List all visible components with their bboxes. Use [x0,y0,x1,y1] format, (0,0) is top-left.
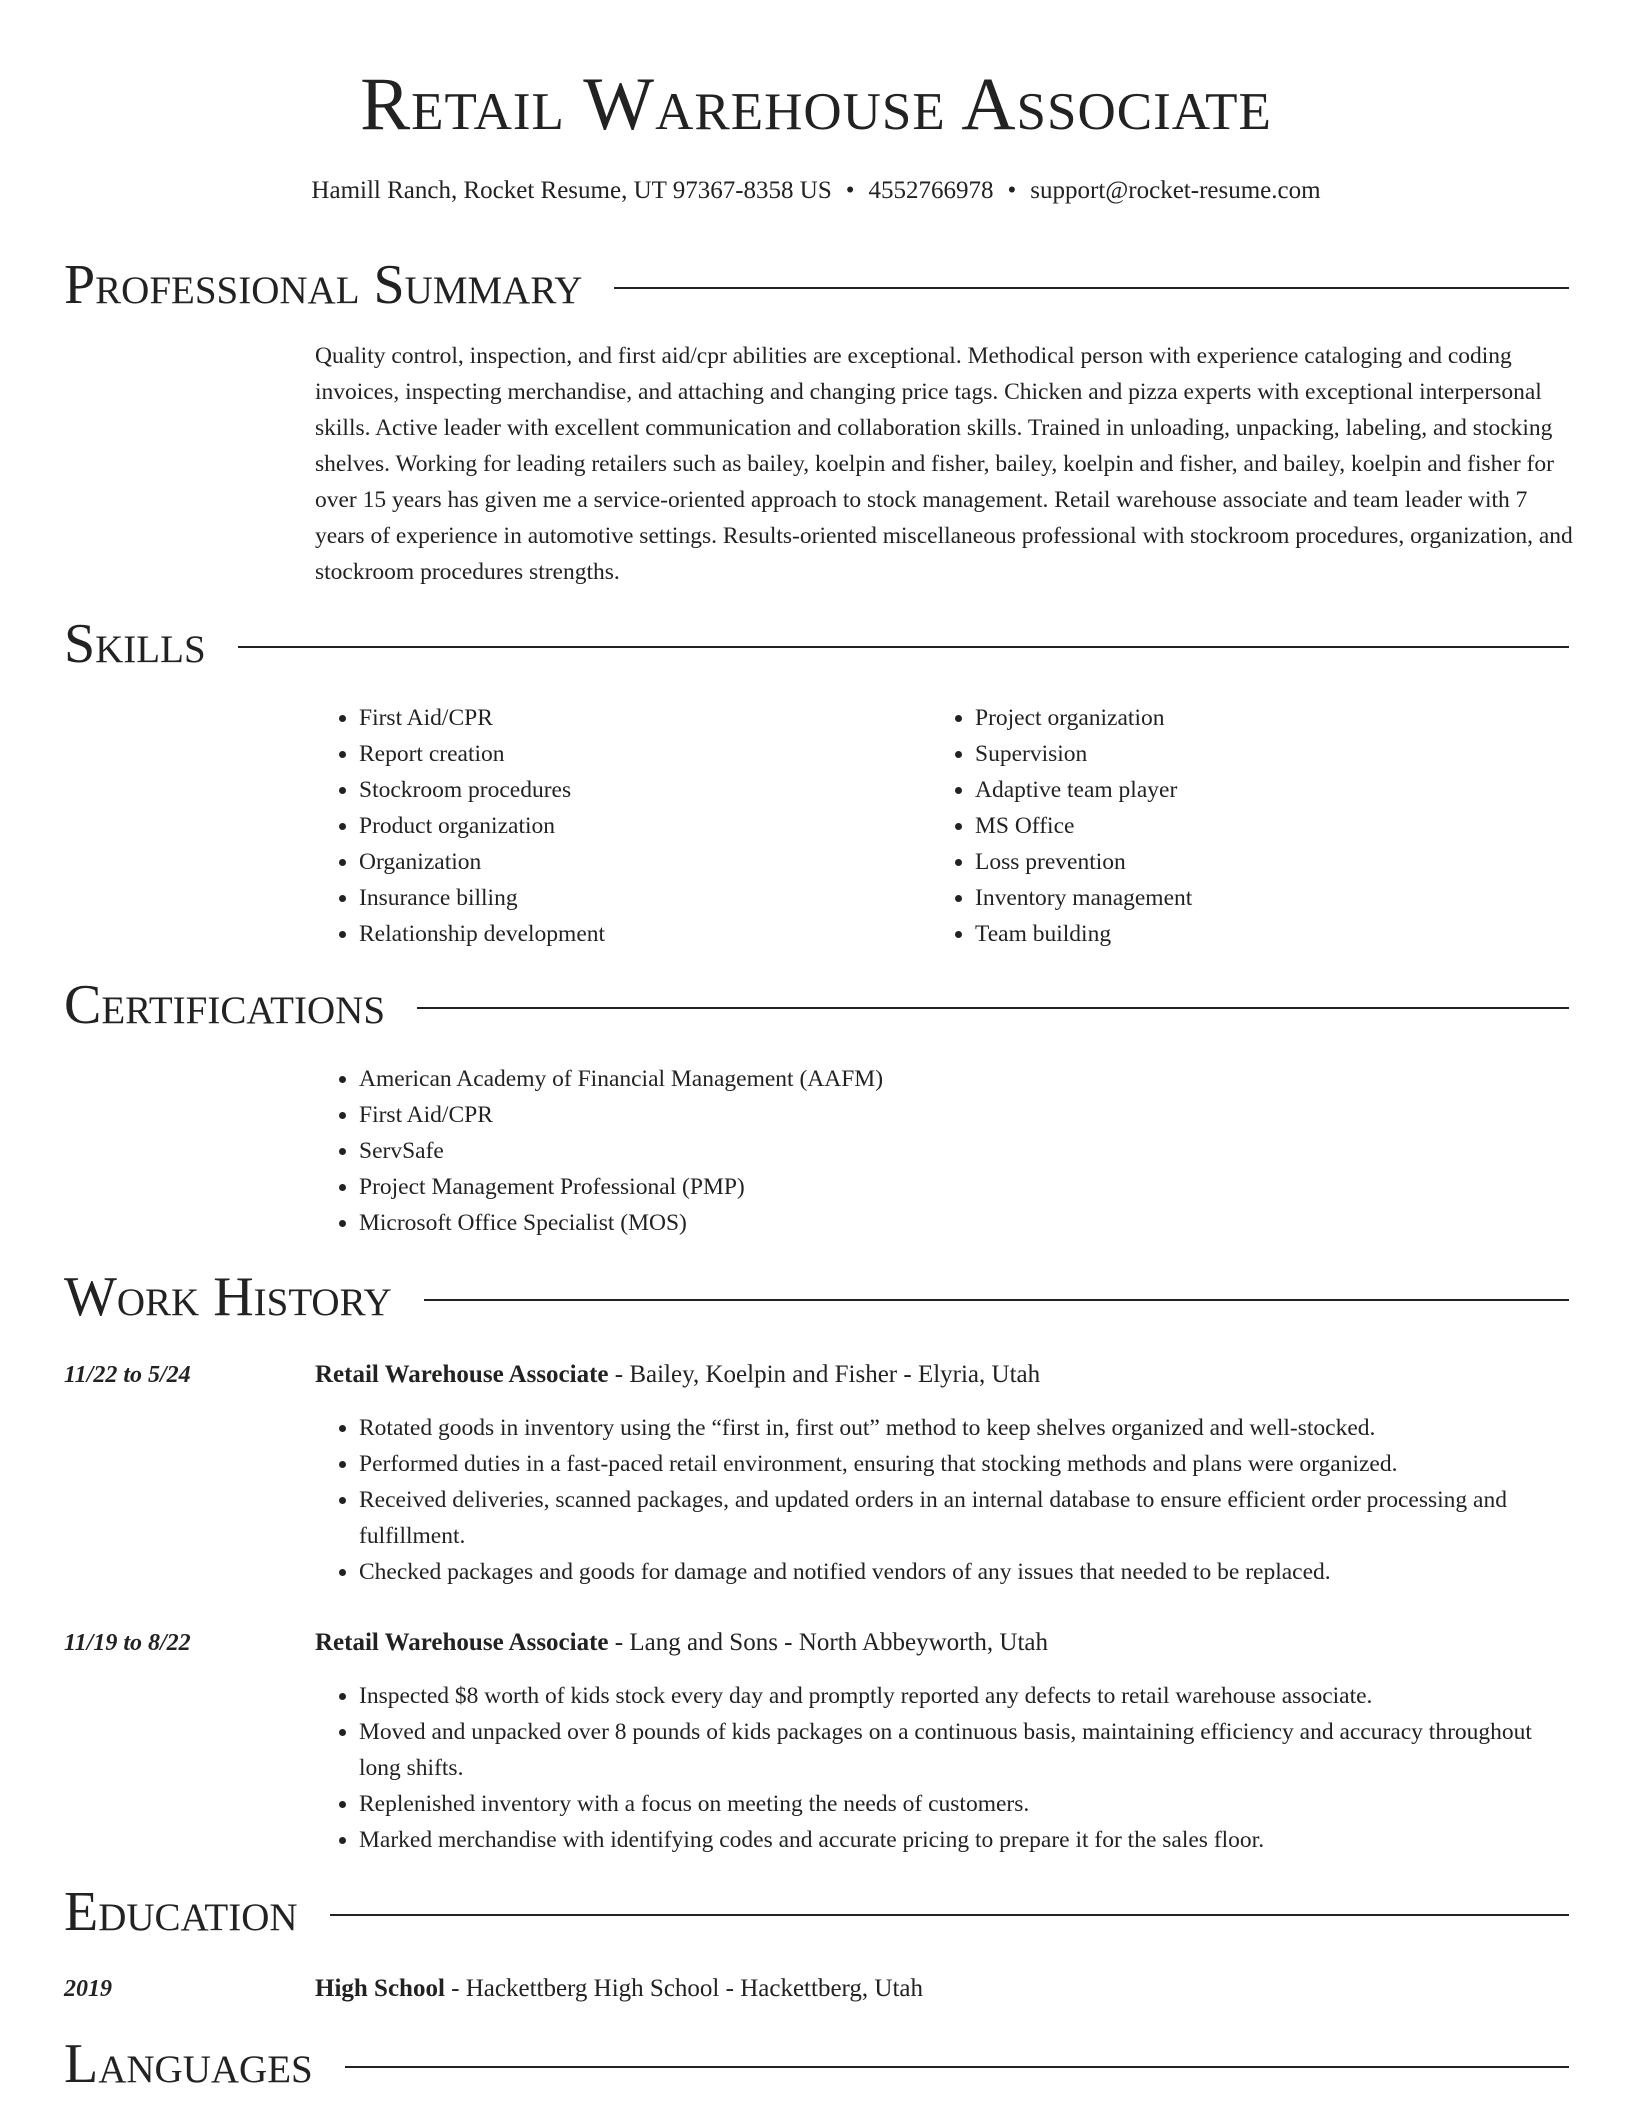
skill-item: • Product organization [359,808,915,844]
skill-item: • Relationship development [359,916,915,952]
contact-address: Hamill Ranch, Rocket Resume, UT 97367-8358 US [311,177,832,204]
job-dates: 11/22 to 5/24 [64,1362,191,1388]
section-header-skills [64,609,1569,679]
certification-item: • American Academy of Financial Management (AAFM) [359,1061,1575,1097]
education-year: 2019 [64,1976,112,2002]
skill-item: • Adaptive team player [975,772,1531,808]
section-title-education: Education [64,1881,298,1943]
certification-item: • ServSafe [359,1133,1575,1169]
job-dates: 11/19 to 8/22 [64,1630,191,1656]
duty-item: • Performed duties in a fast-paced retail environment, ensuring that stocking methods and plans were organized. [359,1446,1575,1482]
duty-item: • Inspected $8 worth of kids stock every day and promptly reported any defects to retail warehouse associate. [359,1678,1575,1714]
contact-separator: • [845,177,855,204]
section-title-summary: Professional Summary [64,254,583,316]
section-title-skills: Skills [64,613,206,675]
skills-list-left [315,700,915,952]
duty-item: • Received deliveries, scanned packages, and updated orders in an internal database to ensure efficient order processing and fulfillment. [359,1482,1575,1554]
duty-item: • Checked packages and goods for damage and notified vendors of any issues that needed to be replaced. [359,1554,1575,1590]
skill-item: • Inventory management [975,880,1531,916]
contact-line [0,174,1632,208]
skill-item: • First Aid/CPR [359,700,915,736]
section-header-certifications [64,970,1569,1040]
section-title-work-history: Work History [64,1266,392,1328]
education-school-location: - Hackettberg High School - Hackettberg, Utah [444,1975,924,2002]
section-divider [614,287,1569,289]
section-header-work-history [64,1262,1569,1332]
skill-item: • Organization [359,844,915,880]
section-title-certifications: Certifications [64,974,386,1036]
education-degree: High School [315,1975,445,2002]
duty-item: • Rotated goods in inventory using the “first in, first out” method to keep shelves organized and well-stocked. [359,1410,1575,1446]
contact-separator: • [1007,177,1017,204]
certification-item: • Project Management Professional (PMP) [359,1169,1575,1205]
job-heading [315,1358,1575,1392]
section-divider [330,1914,1569,1916]
duty-item: • Moved and unpacked over 8 pounds of kids packages on a continuous basis, maintaining efficiency and accuracy throughout long shifts. [359,1714,1575,1786]
section-divider [424,1299,1569,1301]
skills-column-right [931,700,1531,952]
summary-text: Quality control, inspection, and first aid/cpr abilities are exceptional. Methodical person with experience cataloging and coding invoices, inspecting merchandise, and attaching and changing price tags. Chicken and pizza experts with exceptional interpersonal skills. Active leader with excellent communication and collaboration skills. Trained in unloading, unpacking, labeling, and stocking shelves. Working for leading retailers such as bailey, koelpin and fisher, bailey, koelpin and fisher, and bailey, koelpin and fisher for over 15 years has given me a service-oriented approach to stock management. Retail warehouse associate and team leader with 7 years of experience in automotive settings. Results-oriented miscellaneous professional with stockroom procedures, organization, and stockroom procedures strengths. [315,343,1573,585]
skill-item: • Loss prevention [975,844,1531,880]
contact-phone: 4552766978 [868,177,994,204]
skills-list-right [931,700,1531,952]
job-duties [315,1410,1575,1590]
skill-item: • Supervision [975,736,1531,772]
skill-item: • Report creation [359,736,915,772]
duty-item: • Replenished inventory with a focus on meeting the needs of customers. [359,1786,1575,1822]
section-header-languages [64,2029,1569,2099]
certification-item: • Microsoft Office Specialist (MOS) [359,1205,1575,1241]
certification-item: • First Aid/CPR [359,1097,1575,1133]
job-heading [315,1626,1575,1660]
job-title: Retail Warehouse Associate [315,1629,609,1656]
section-header-education [64,1877,1569,1947]
education-entry [315,1972,1575,2006]
section-divider [417,1007,1569,1009]
skill-item: • Insurance billing [359,880,915,916]
contact-email[interactable]: support@rocket-resume.com [1030,177,1321,204]
section-title-languages: Languages [64,2033,313,2095]
section-header-summary [64,250,1569,320]
section-divider [345,2066,1569,2068]
job-employer-location: - Lang and Sons - North Abbeyworth, Utah [608,1629,1049,1656]
certifications-list [315,1061,1575,1241]
skill-item: • Project organization [975,700,1531,736]
duties-list [315,1678,1575,1858]
job-duties [315,1678,1575,1858]
duty-item: • Marked merchandise with identifying codes and accurate pricing to prepare it for the sales floor. [359,1822,1575,1858]
skill-item: • Team building [975,916,1531,952]
certifications-block [315,1061,1575,1241]
duties-list [315,1410,1575,1590]
skill-item: • MS Office [975,808,1531,844]
skill-item: • Stockroom procedures [359,772,915,808]
resume-title: Retail Warehouse Associate [360,63,1272,146]
skills-column-left [315,700,915,952]
job-title: Retail Warehouse Associate [315,1361,609,1388]
job-employer-location: - Bailey, Koelpin and Fisher - Elyria, Utah [608,1361,1041,1388]
section-divider [238,646,1569,648]
